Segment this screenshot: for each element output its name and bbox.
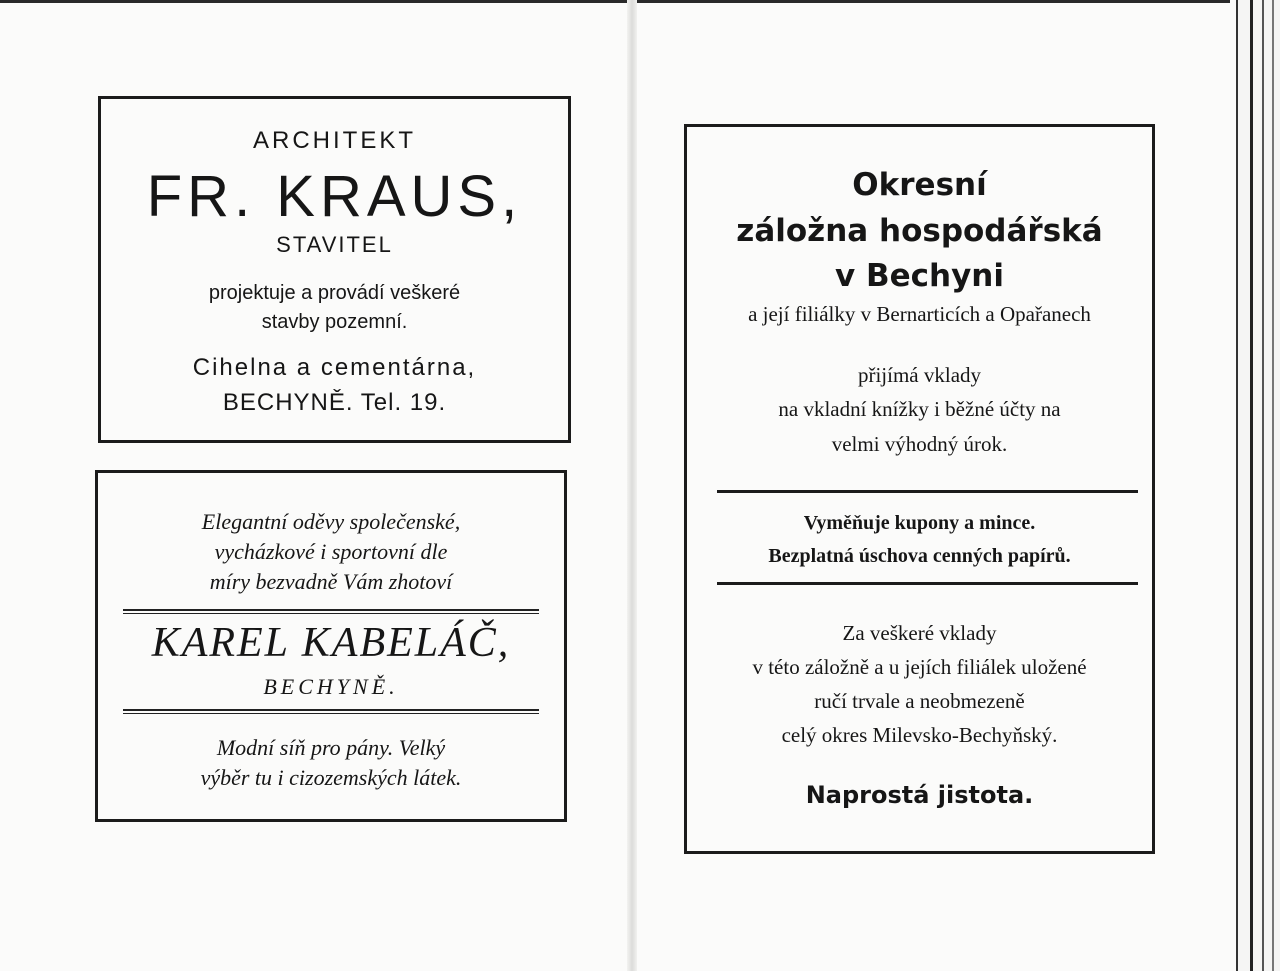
page-edge-line (1272, 0, 1274, 971)
kabelac-intro-line: vycházkové i sportovní dle (214, 539, 448, 564)
zalozna-service-line: Vyměňuje kupony a mince. (803, 512, 1036, 534)
zalozna-advertisement (684, 124, 1155, 854)
divider (123, 709, 539, 714)
kabelac-name: KAREL KABELÁČ, (151, 620, 511, 666)
kabelac-outro-line: Modní síň pro pány. Velký (216, 735, 446, 760)
zalozna-deposits-line: na vkladní knížky i běžné účty na (778, 397, 1061, 421)
zalozna-deposits-line: velmi výhodný úrok. (831, 432, 1008, 456)
page-edge-line (1250, 0, 1253, 971)
divider (123, 609, 539, 614)
kabelac-intro-line: Elegantní oděvy společenské, (201, 509, 461, 534)
kabelac-intro-line: míry bezvadně Vám zhotoví (209, 569, 453, 594)
zalozna-title-line: v Bechyni (834, 258, 1004, 294)
kraus-name: FR. KRAUS, (146, 164, 523, 229)
kraus-address: BECHYNĚ. Tel. 19. (222, 389, 447, 416)
kraus-title: STAVITEL (276, 232, 393, 257)
divider (717, 582, 1138, 585)
kabelac-outro-line: výběr tu i cizozemských látek. (200, 765, 462, 790)
kabelac-advertisement (95, 470, 567, 822)
page-edge-line (1262, 0, 1264, 971)
zalozna-title-line: záložna hospodářská (736, 213, 1103, 249)
zalozna-guarantee-line: Za veškeré vklady (842, 621, 997, 645)
kraus-description-line: projektuje a provádí veškeré (208, 282, 461, 304)
zalozna-guarantee-line: ručí trvale a neobmezeně (814, 689, 1025, 713)
book-gutter (627, 0, 637, 971)
kabelac-town: BECHYNĚ. (263, 674, 399, 699)
zalozna-guarantee-line: celý okres Milevsko-Bechyňský. (781, 723, 1058, 747)
kraus-advertisement (98, 96, 571, 443)
kraus-business: Cihelna a cementárna, (192, 354, 477, 381)
zalozna-deposits-line: přijímá vklady (857, 363, 982, 387)
zalozna-guarantee-line: v této záložně a u jejích filiálek uložené (752, 655, 1087, 679)
zalozna-title-line: Okresní (852, 167, 987, 203)
kraus-description-line: stavby pozemní. (261, 311, 408, 333)
zalozna-service-line: Bezplatná úschova cenných papírů. (768, 545, 1071, 567)
divider (717, 490, 1138, 493)
zalozna-branches: a její filiálky v Bernarticích a Opařanech (748, 302, 1091, 326)
kraus-profession: ARCHITEKT (252, 127, 416, 154)
page-top-edge (0, 0, 1230, 3)
zalozna-closing: Naprostá jistota. (805, 781, 1034, 809)
